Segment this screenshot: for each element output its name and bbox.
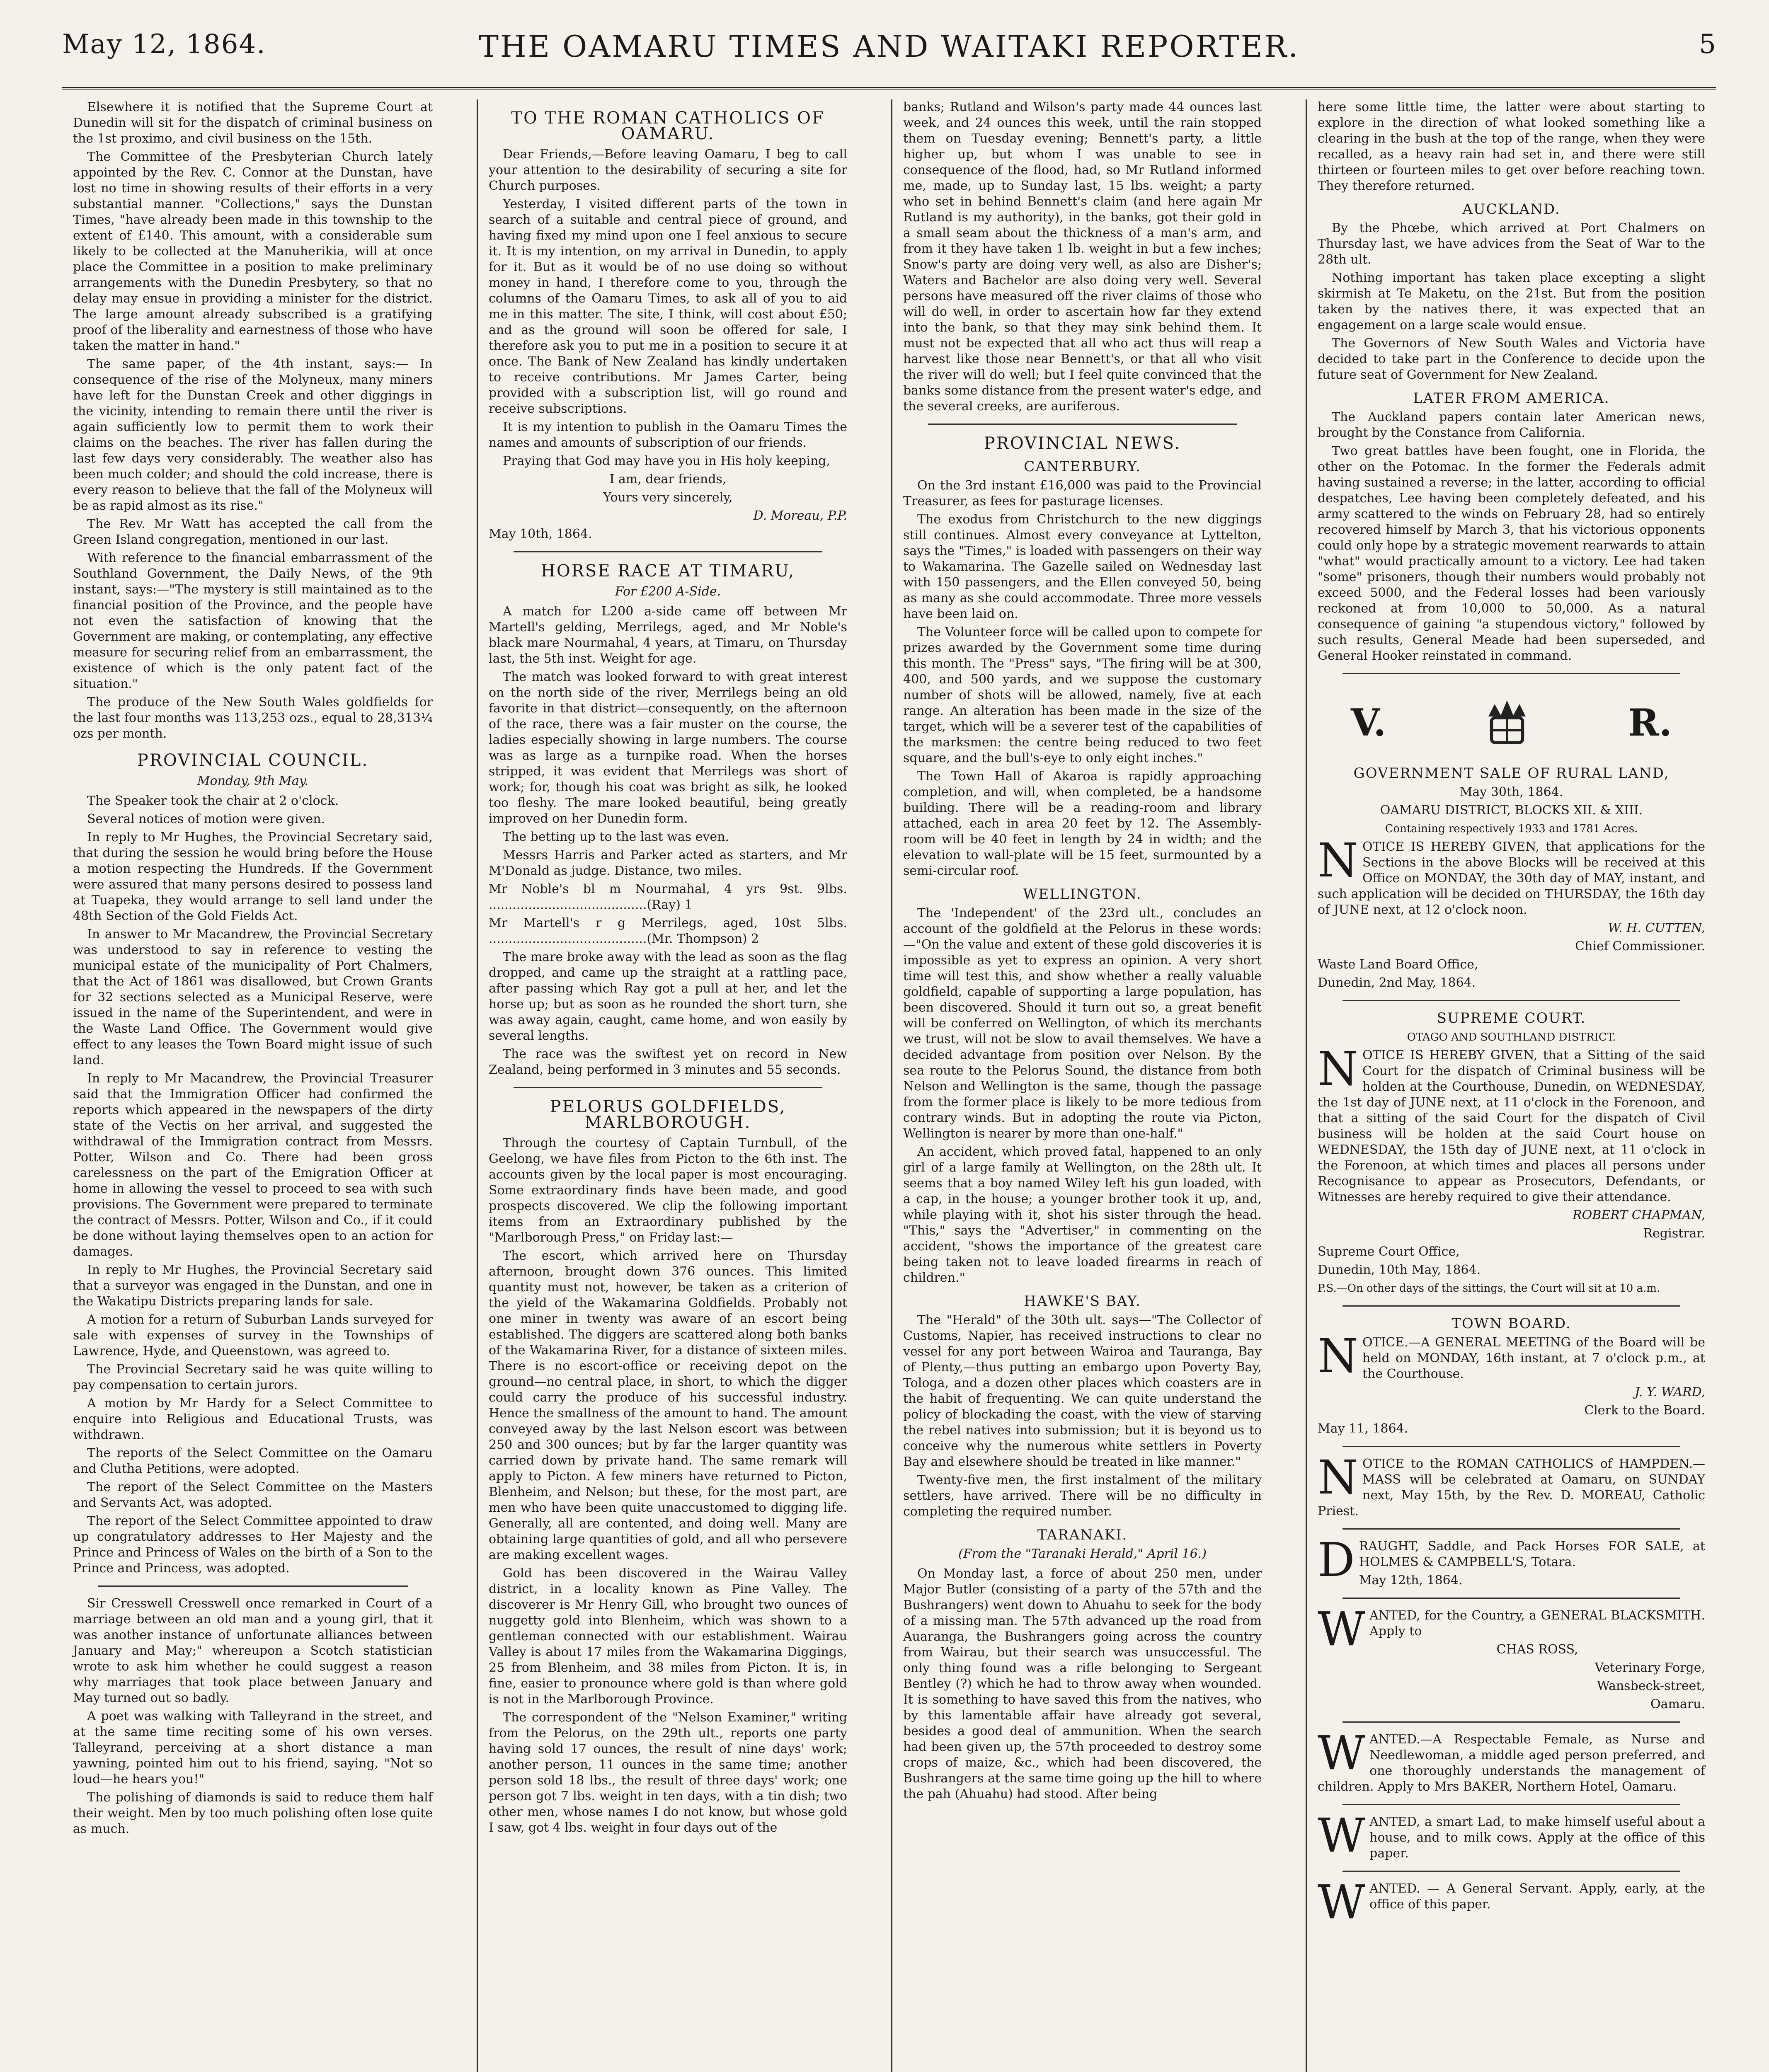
notice-body: ANTED, for the Country, a GENERAL BLACKSMITH. Apply to xyxy=(1369,1608,1705,1639)
paragraph: A motion by Mr Hardy for a Select Committee to enquire into Religious and Educational Trusts, was withdrawn. xyxy=(73,1396,433,1442)
drop-cap: W xyxy=(1318,1726,1366,1780)
paragraph: The Auckland papers contain later American news, brought by the Constance from California. xyxy=(1318,410,1705,440)
notice-body: OTICE to the ROMAN CATHOLICS of HAMPDEN.—MASS will be celebrated at Oamaru, on SUNDAY next, May 15th, by the Rev. D. MOREAU, Catholic Priest. xyxy=(1318,1457,1705,1518)
section-subheading: (From the "Taranaki Herald," April 16.) xyxy=(958,1547,1207,1561)
notice-role: Registrar. xyxy=(1643,1226,1705,1241)
paragraph: Nothing important has taken place excepting a slight skirmish at Te Maketu, on the 21st. But from the position taken by the natives there, it was expected that an engagement on a large scale would ensue. xyxy=(1318,271,1705,332)
drop-cap: D xyxy=(1318,1533,1355,1587)
paragraph: The Provincial Secretary said he was quite willing to pay compensation to certain jurors. xyxy=(73,1362,433,1392)
letter-closing: I am, dear friends, xyxy=(609,472,727,487)
sub-heading: WELLINGTON. xyxy=(1023,886,1142,903)
paragraph: The polishing of diamonds is said to reduce them half their weight. Men by too much polishing often lose quite as much. xyxy=(73,1790,433,1836)
paragraph: The Committee of the Presbyterian Church lately appointed by the Rev. C. Connor at the Dunstan, have lost no time in showing results of their efforts in a very substantial manner. "Collections," says the Dunstan Times, "have already been made in this township to the extent of £140. This amount, with a considerable sum likely to be collected at the Manuherikia, will at once place the Committee in a position to make preliminary arrangements with the Dunedin Presbytery, so that no delay may ensue in providing a minister for the district. The large amount already subscribed is a gratifying proof of the liberality and earnestness of those who have taken the matter in hand." xyxy=(73,150,433,353)
sub-heading: CANTERBURY. xyxy=(1024,458,1141,475)
paragraph: The Volunteer force will be called upon to compete for prizes awarded by the Government some time during this month. The "Press" says, "The firing will be at 300, 400, and 500 yards, and we suppose the customary number of shots will be allowed, namely, five at each range. An alteration has been made in the size of the target, which will be a severer test of the capabilities of the marksmen: the centre being reduced to two feet square, and the bull's-eye to only eight inches." xyxy=(903,625,1262,765)
column-4 xyxy=(1306,99,1716,2072)
paragraph: The produce of the New South Wales goldfields for the last four months was 113,253 ozs., equal to 28,313¼ ozs per month. xyxy=(73,695,433,741)
paragraph: Dear Friends,—Before leaving Oamaru, I beg to call your attention to the desirability of securing a site for Church purposes. xyxy=(489,147,847,193)
column-1 xyxy=(62,99,443,2072)
paragraph: A poet was walking with Talleyrand in the street, and at the same time reciting some of his own verses. Talleyrand, perceiving at a short distance a man yawning, pointed him out to his friend, saying, "Not so loud—he hears you!" xyxy=(73,1709,433,1786)
notice-address: Oamaru. xyxy=(1650,1697,1705,1711)
paragraph: In reply to Mr Hughes, the Provincial Secretary said that a surveyor was engaged in the Dunstan, and one in the Wakatipu Districts preparing lands for sale. xyxy=(73,1263,433,1309)
divider xyxy=(928,424,1237,425)
notice-address: Waste Land Board Office, xyxy=(1318,957,1478,972)
divider xyxy=(1343,1446,1680,1447)
notice-text xyxy=(1318,1726,1705,1795)
paragraph: In reply to Mr Hughes, the Provincial Secretary said, that during the session he would bring before the House a motion respecting the Hundreds. If the Government were assured that many persons desired to possess land at Tuapeka, they would arrange to sell land under the 48th Section of the Gold Fields Act. xyxy=(73,830,433,923)
paragraph: The mare broke away with the lead as soon as the flag dropped, and came up the straight at a rattling pace, after passing which Ray got a pull at her, and let the horse up; but as soon as he rounded the short turn, she was away again, caught, came home, and won easily by several lengths. xyxy=(489,950,847,1043)
divider xyxy=(1343,1598,1680,1599)
race-result: Mr Noble's bl m Nourmahal, 4 yrs 9st. 9lbs. ........................................(Ray) 1 xyxy=(489,882,847,912)
divider xyxy=(1343,1721,1680,1723)
paragraph: The Rev. Mr Watt has accepted the call from the Green Island congregation, mentioned in our last. xyxy=(73,517,433,547)
section-heading: PROVINCIAL NEWS. xyxy=(984,434,1181,453)
section-heading: PELORUS GOLDFIELDS, MARLBOROUGH. xyxy=(550,1097,786,1132)
paragraph: The "Herald" of the 30th ult. says—"The Collector of Customs, Napier, has received instructions to clear no vessel for any port between Wairoa and Tauranga, Bay of Plenty,—thus putting an embargo upon Poverty Bay, Tologa, and a dozen other places which coasters are in the habit of frequenting. We can quite understand the policy of blockading the coast, with the view of starving the rebel natives into submission; but it is beyond us to conceive why the numerous white settlers in Poverty Bay and elsewhere should be treated in like manner." xyxy=(903,1313,1262,1469)
paragraph: Gold has been discovered in the Wairau Valley district, in a locality known as Pine Valley. The discoverer is Mr Henry Gill, who brought two ounces of nuggetty gold into Blenheim, which was shown to a gentleman connected with our establishment. Wairau Valley is about 17 miles from the Wakamarina Diggings, 25 from Blenheim, and 38 miles from Picton. It is, in fine, easier to pronounce where gold is than where gold is not in the Marlborough Province. xyxy=(489,1566,847,1706)
paragraph: Praying that God may have you in His holy keeping, xyxy=(503,454,830,468)
royal-initial-v: V. xyxy=(1351,701,1386,745)
paragraph: An accident, which proved fatal, happened to an only girl of a large family at Wellington, on the 28th ult. It seems that a boy named Wiley left his gun loaded, with a cap, in the house; a younger brother took it up, and, while playing with it, shot his sister through the head. "This," says the "Advertiser," in commenting on the accident, "shows the importance of the greatest care being taken not to leave loaded firearms in reach of children." xyxy=(903,1145,1262,1285)
section-heading: TO THE ROMAN CATHOLICS OF OAMARU. xyxy=(511,109,825,143)
paragraph: banks; Rutland and Wilson's party made 44 ounces last week, and 24 ounces this week, until the rain stopped them on Tuesday evening; Bennett's party, a little higher up, but whom I was unable to see in consequence of the flood, had, so Mr Rutland informed me, made, up to Sunday last, 15 lbs. weight; a party who set in behind Bennett's claim (and here again Mr Rutland is my authority), in the banks, got their gold in a small seam about the thickness of a man's arm, and from it they have taken 1 lb. weight in but a few inches; Snow's party are doing very well, as also are Disher's; Waters and Bachelor are also doing very well. Several persons have measured off the river claims of those who will do well, in order to ascertain how far they extend into the bank, so that they may sink behind them. It must not be expected that all who act thus will reap a harvest like those near Bennett's, or that all who visit the river will do well; but I feel quite convinced that the banks some distance from the present water's edge, and the several creeks, are auriferous. xyxy=(903,100,1262,414)
paragraph: Yesterday, I visited different parts of the town in search of a suitable and central piece of ground, and having fixed my mind upon one I feel anxious to secure it. It is my intention, on my arrival in Dunedin, to apply for it. But as it would be of no use doing so without money in hand, I therefore come to you, through the columns of the Oamaru Times, to ask all of you to aid me in this matter. The site, I think, will cost about £50; and as the ground will soon be offered for sale, I therefore ask you to put me in a position to secure it at once. The Bank of New Zealand has kindly undertaken to receive contributions. Mr James Carter, being provided with a subscription list, will go round and receive subscriptions. xyxy=(489,197,847,416)
paragraph: The Governors of New South Wales and Victoria have decided to take part in the Conference to decide upon the future seat of Government for New Zealand. xyxy=(1318,336,1705,382)
paragraph: The match was looked forward to with great interest on the north side of the river, Merrilegs being an old favorite in that district—consequently, on the afternoon of the race, there was a fair muster on the course, the ladies especially showing in large numbers. The course was as large as a turnpike road. When the horses stripped, it was evident that Merrilegs was short of work; for, though his coat was bright as silk, he looked too fleshy. The mare looked beautiful, being greatly improved on her Dunedin form. xyxy=(489,670,847,826)
notice-address: Dunedin, 10th May, 1864. xyxy=(1318,1263,1481,1277)
notice-role: Clerk to the Board. xyxy=(1584,1403,1705,1418)
notice-body: ANTED. — A General Servant. Apply, early, at the office of this paper. xyxy=(1369,1881,1705,1912)
notice-text xyxy=(1318,1042,1705,1205)
notice-address: Wansbeck-street, xyxy=(1597,1679,1705,1693)
notice-date: May 11, 1864. xyxy=(1318,1421,1408,1436)
paragraph: here some little time, the latter were about starting to explore in the direction of what looked something like a clearing in the bush at the top of the range, when they were recalled, as a heavy rain had set in, and there were still thirteen or fourteen miles to get over before reaching town. They therefore returned. xyxy=(1318,100,1705,193)
masthead xyxy=(62,17,1716,90)
notice-body: ANTED.—A Respectable Female, as Nurse and Needlewoman, a middle aged person preferred, and one thoroughly understands the management of children. Apply to Mrs BAKER, Northern Hotel, Oamaru. xyxy=(1318,1732,1705,1794)
paragraph: The same paper, of the 4th instant, says:— In consequence of the rise of the Molyneux, many miners have left for the Dunstan Creek and other diggings in the vicinity, intending to remain there until the river is again sufficiently low to permit them to work their claims on the beaches. The river has fallen during the last few days very considerably. The weather also has been much colder; and should the cold increase, there is every reason to believe that the fall of the Molyneux will be as rapid almost as its rise." xyxy=(73,357,433,513)
paragraph: The race was the swiftest yet on record in New Zealand, being performed in 3 minutes and 55 seconds. xyxy=(489,1047,847,1077)
notice-text xyxy=(1318,1329,1705,1383)
paragraph: In answer to Mr Macandrew, the Provincial Secretary was understood to say in reference to vesting the municipal estate of the municipality of Port Chalmers, that the Act of 1861 was disallowed, but Crown Grants for 32 sections selected as a Municipal Reserve, were issued in the name of the Superintendent, and were in the Waste Land Office. The Government would give effect to any leases the Town Board might issue of such land. xyxy=(73,927,433,1067)
paragraph: Elsewhere it is notified that the Supreme Court at Dunedin will sit for the dispatch of criminal business on the 1st proximo, and civil business on the 15th. xyxy=(73,100,433,146)
paragraph: It is my intention to publish in the Oamaru Times the names and amounts of subscription of our friends. xyxy=(489,420,847,450)
notice-text xyxy=(1318,834,1705,918)
paragraph: The correspondent of the "Nelson Examiner," writing from the Pelorus, on the 29th ult., reports one party having sold 17 ounces, the result of nine days' work; another person, 11 ounces in the same time; another person sold 18 lbs., the result of three days' work; one person got 7 lbs. weight in ten days, with a tin dish; two other men, whose names I do not know, but whose gold I saw, got 4 lbs. weight in four days out of the xyxy=(489,1710,847,1835)
notice-heading: TOWN BOARD. xyxy=(1452,1315,1571,1332)
notice-body: ANTED, a smart Lad, to make himself useful about a house, and to milk cows. Apply at the office of this paper. xyxy=(1369,1815,1705,1861)
drop-cap: N xyxy=(1318,834,1358,888)
notice-text xyxy=(1318,1809,1705,1863)
paragraph: The exodus from Christchurch to the new diggings still continues. Almost every conveyance at Lyttelton, says the "Times," is loaded with passengers on their way to Wakamarina. The Gazelle sailed on Wednesday last with 150 passengers, and the Ellen conveyed 50, being as many as she could accommodate. Three more vessels have been laid on. xyxy=(903,512,1262,621)
notice-district: OAMARU DISTRICT, BLOCKS XII. & XIII. xyxy=(1380,803,1643,818)
sub-heading: HAWKE'S BAY. xyxy=(1024,1293,1141,1310)
paragraph: The Speaker took the chair at 2 o'clock. xyxy=(87,794,339,808)
notice-body: OTICE IS HEREBY GIVEN, that a Sitting of the said Court for the dispatch of Criminal business will be holden at the Courthouse, Dunedin, on WEDNESDAY, the 1st day of JUNE next, at 11 o'clock in the Forenoon, and that a sitting of the said Court for the dispatch of Civil business will be holden at the said Court house on WEDNESDAY, the 15th day of JUNE next, at 11 o'clock in the Forenoon, at which times and places all persons under Recognisance to appear as Prosecutors, Defendants, or Witnesses are hereby required to give their attendance. xyxy=(1318,1048,1705,1204)
notice-postscript: P.S.—On other days of the sittings, the Court will sit at 10 a.m. xyxy=(1318,1282,1660,1295)
notice-text xyxy=(1318,1451,1705,1519)
paragraph: With reference to the financial embarrassment of the Southland Government, the Daily News, of the 9th instant, says:—"The mystery is still maintained as to the financial position of the Province, and the people have not even the satisfaction of knowing that the Government are making, or contemplating, any effective measure for securing relief from an embarrassment, the existence of which is the only patent fact of the situation." xyxy=(73,551,433,691)
paragraph: Messrs Harris and Parker acted as starters, and Mr M'Donald as judge. Distance, two miles. xyxy=(489,848,847,878)
notice-body: OTICE IS HEREBY GIVEN, that applications for the Sections in the above Blocks will be received at this Office on MONDAY, the 30th day of MAY, instant, and such application will be decided on THURSDAY, the 16th day of JUNE next, at 12 o'clock noon. xyxy=(1318,840,1705,917)
race-result: Mr Martell's r g Merrilegs, aged, 10st 5lbs. ........................................(Mr. Thompson) 2 xyxy=(489,916,847,946)
sub-heading: LATER FROM AMERICA. xyxy=(1413,390,1610,407)
column-3 xyxy=(891,99,1272,2072)
divider xyxy=(514,551,822,552)
section-subheading: For £200 A-Side. xyxy=(615,584,721,599)
paragraph: The report of the Select Committee on the Masters and Servants Act, was adopted. xyxy=(73,1480,433,1510)
notice-signature: ROBERT CHAPMAN, xyxy=(1573,1208,1705,1222)
paragraph: A motion for a return of Suburban Lands surveyed for sale with expenses of survey in the Townships of Lawrence, Hyde, and Queenstown, was agreed to. xyxy=(73,1312,433,1358)
notice-heading: GOVERNMENT SALE OF RURAL LAND, xyxy=(1353,765,1670,782)
divider xyxy=(1343,1528,1680,1530)
notice-role: Veterinary Forge, xyxy=(1595,1661,1705,1675)
drop-cap: W xyxy=(1318,1876,1366,1929)
divider xyxy=(1343,673,1680,674)
drop-cap: N xyxy=(1318,1451,1358,1505)
divider xyxy=(98,1585,408,1587)
drop-cap: W xyxy=(1318,1809,1366,1863)
letter-closing: Yours very sincerely, xyxy=(603,490,733,505)
paragraph: The betting up to the last was even. xyxy=(503,830,729,844)
divider xyxy=(1343,1000,1680,1001)
column-2 xyxy=(477,99,858,2072)
paragraph: On Monday last, a force of about 250 men, under Major Butler (consisting of a party of the 57th and the Bushrangers) went down to Ahuahu to seek for the body of a missing man. The 57th advanced up the road from Auaranga, the Bushrangers going across the country from Wairau, but their search was unsuccessful. The only thing found was a rifle belonging to Sergeant Bentley (?) which he had to throw away when wounded. It is something to have saved this from the natives, who by this lamentable affair have already got several, besides a good deal of ammunition. When the search had been given up, the 57th proceeded to destroy some crops of maize, &c., which had been discovered, the Bushrangers at the same time going up the hill to where the pah (Ahuahu) had stood. After being xyxy=(903,1566,1262,1801)
paragraph: Sir Cresswell Cresswell once remarked in Court of a marriage between an old man and a young girl, that it was another instance of unfortunate alliances between January and May;" whereupon a Scotch statistician wrote to ask him whether he could suggest a reason why marriages that took place between January and May turned out so badly. xyxy=(73,1596,433,1705)
issue-date: May 12, 1864. xyxy=(62,29,266,60)
divider xyxy=(1343,1871,1680,1872)
divider xyxy=(1343,1804,1680,1805)
page-number: 5 xyxy=(1699,29,1716,60)
paragraph: The report of the Select Committee appointed to draw up congratulatory addresses to Her Majesty and the Prince and Princess of Wales on the birth of a Son to the Prince and Princess, was adopted. xyxy=(73,1514,433,1576)
section-heading: HORSE RACE AT TIMARU, xyxy=(541,562,795,581)
newspaper-title: THE OAMARU TIMES AND WAITAKI REPORTER. xyxy=(478,29,1300,64)
notice-signature: W. H. CUTTEN, xyxy=(1608,921,1705,935)
paragraph: Through the courtesy of Captain Turnbull, of the Geelong, we have files from Picton to the 6th inst. The accounts given by the local paper is most encouraging. Some extraordinary finds have been made, and good prospects discovered. We clip the following important items from an Extraordinary published by the "Marlborough Press," on Friday last:— xyxy=(489,1136,847,1245)
notice-signature: J. Y. WARD, xyxy=(1635,1385,1705,1399)
drop-cap: W xyxy=(1318,1602,1366,1656)
sub-heading: AUCKLAND. xyxy=(1462,201,1561,218)
notice-acres: Containing respectively 1933 and 1781 Acres. xyxy=(1385,823,1638,835)
royal-arms-header xyxy=(1318,683,1705,758)
notice-text xyxy=(1318,1876,1705,1929)
notice-subheading: OTAGO AND SOUTHLAND DISTRICT. xyxy=(1407,1031,1616,1043)
letter-date: May 10th, 1864. xyxy=(489,527,592,541)
notice-date: May 30th, 1864. xyxy=(1459,785,1563,799)
notice-heading: SUPREME COURT. xyxy=(1437,1010,1586,1026)
paragraph: The escort, which arrived here on Thursday afternoon, brought down 376 ounces. This limited quantity must not, however, be taken as a criterion of the yield of the Wakamarina Goldfields. Probably not one miner in twenty was aware of an escort being established. The diggers are scattered along both banks of the Wakamarina River, for a distance of sixteen miles. There is no escort-office or receiving depot on the ground—no central place, in short, to which the digger could carry the produce of his successful industry. Hence the smallness of the amount to hand. The amount conveyed away by the last Nelson escort was between 250 and 300 ounces; but by far the larger quantity was carried down by private hand. The same remark will apply to Picton. A few miners have returned to Picton, Blenheim, and Nelson; but these, for the most part, are men who have been quite unaccustomed to digging life. Generally, all are contented, and doing well. Many are obtaining large quantities of gold, and all who persevere are making excellent wages. xyxy=(489,1249,847,1562)
section-heading: PROVINCIAL COUNCIL. xyxy=(137,751,369,770)
divider xyxy=(514,1087,822,1088)
notice-body: RAUGHT, Saddle, and Pack Horses FOR SALE, at HOLMES & CAMPBELL'S, Totara. xyxy=(1359,1539,1705,1569)
paragraph: Several notices of motion were given. xyxy=(87,812,325,826)
section-subheading: Monday, 9th May. xyxy=(197,774,309,788)
paragraph: In reply to Mr Macandrew, the Provincial Treasurer said that the Immigration Officer had confirmed the reports which appeared in the newspapers of the dirty state of the Vectis on her arrival, and suggested the withdrawal of the Immigration contract from Messrs. Potter, Wilson and Co. There had been gross carelessness on the part of the Emigration Officer at home in allowing the vessel to proceed to sea with such provisions. The Government were prepared to terminate the contract of Messrs. Potter, Wilson and Co., if it could be done without laying themselves open to an action for damages. xyxy=(73,1071,433,1259)
royal-coat-of-arms-icon xyxy=(1476,692,1538,754)
notice-address: Dunedin, 2nd May, 1864. xyxy=(1318,975,1476,990)
paragraph: On the 3rd instant £16,000 was paid to the Provincial Treasurer, as fees for pasturage licenses. xyxy=(903,478,1262,508)
signature: D. Moreau, P.P. xyxy=(753,508,847,523)
sub-heading: TARANAKI. xyxy=(1037,1527,1128,1543)
royal-initial-r: R. xyxy=(1628,701,1672,745)
paragraph: The 'Independent' of the 23rd ult., concludes an account of the goldfield at the Pelorus in these words:—"On the value and extent of these gold discoveries it is impossible as yet to express an opinion. A very short time will test this, and show whether a really valuable goldfield, capable of supporting a large population, has been discovered. Should it turn out so, a great benefit will be conferred on Wellington, of which its merchants we trust, will not be slow to avail themselves. We have a decided advantage from position over Nelson. By the sea route to the Pelorus Sound, the distance from both Nelson and Wellington is the same, though the passage from the former place is likely to be more tedious from contrary winds. But in adopting the route via Picton, Wellington is nearer by more than one-half." xyxy=(903,906,1262,1141)
paragraph: The reports of the Select Committee on the Oamaru and Clutha Petitions, were adopted. xyxy=(73,1446,433,1476)
notice-signature: CHAS ROSS, xyxy=(1496,1642,1578,1657)
notice-date: May 12th, 1864. xyxy=(1359,1573,1463,1588)
paragraph: By the Phœbe, which arrived at Port Chalmers on Thursday last, we have advices from the Seat of War to the 28th ult. xyxy=(1318,221,1705,267)
divider xyxy=(1343,1305,1680,1307)
drop-cap: N xyxy=(1318,1329,1358,1383)
columns xyxy=(62,99,1716,2072)
paragraph: Two great battles have been fought, one in Florida, the other on the Potomac. In the former the Federals admit having sustained a reverse; in the latter, according to official despatches, Lee having been completely defeated, and his army scattered to the winds on February 28, had so entirely recovered himself by March 3, that his victorious opponents could only hope by a strategic movement rearwards to attain "what" would practically amount to a victory. Lee had taken "some" prisoners, though their numbers would probably not exceed 5000, and the Federal losses had been variously reckoned at from 10,000 to 50,000. As a natural consequence of gaining "a stupendous victory," followed by such results, General Meade had been superseded, and General Hooker reinstated in command. xyxy=(1318,444,1705,663)
paragraph: The Town Hall of Akaroa is rapidly approaching completion, and will, when completed, be a handsome building. There will be a reading-room and library attached, each in area 20 feet by 12. The Assembly-room will be 40 feet in length by 24 in width; and the elevation to wall-plate will be 15 feet, surmounted by a semi-circular roof. xyxy=(903,769,1262,878)
notice-body: OTICE.—A GENERAL MEETING of the Board will be held on MONDAY, 16th instant, at 7 o'clock p.m., at the Courthouse. xyxy=(1362,1335,1705,1381)
notice-role: Chief Commissioner. xyxy=(1575,939,1705,954)
notice-address: Supreme Court Office, xyxy=(1318,1244,1460,1259)
paragraph: Twenty-five men, the first instalment of the military settlers, have arrived. There will be no difficulty in completing the required number. xyxy=(903,1473,1262,1519)
drop-cap: N xyxy=(1318,1042,1358,1096)
paragraph: A match for L200 a-side came off between Mr Martell's gelding, Merrilegs, aged, and Mr Noble's black mare Nourmahal, 4 years, at Timaru, on Thursday last, the 5th inst. Weight for age. xyxy=(489,604,847,666)
